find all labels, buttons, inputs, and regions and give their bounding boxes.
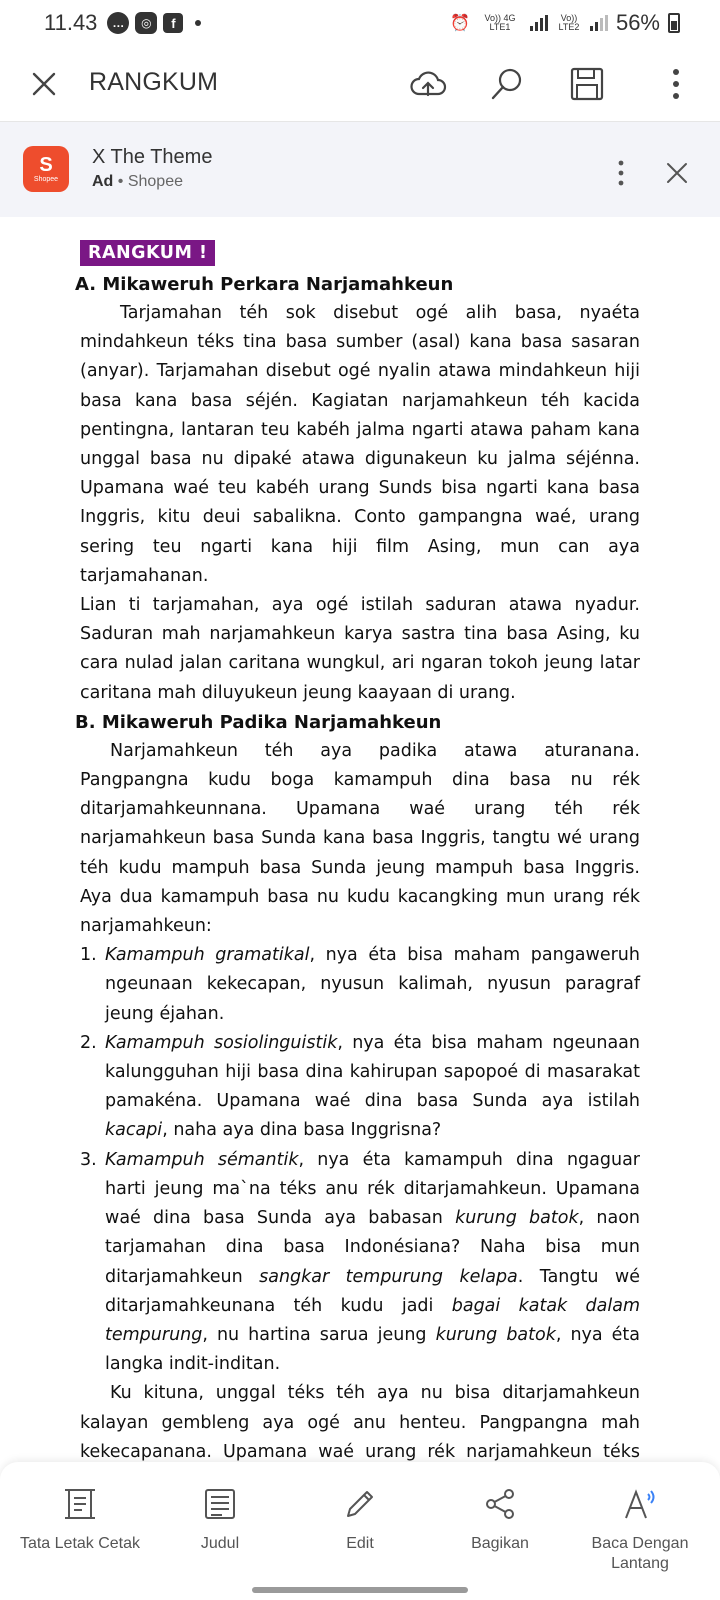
top-app-bar: [0, 46, 720, 122]
read-aloud-icon: [620, 1486, 660, 1522]
message-icon: …: [107, 12, 129, 34]
paragraph-a2: Lian ti tarjamahan, aya ogé istilah saduran atawa nyadur. Saduran mah narjamahkeun karya sastra tina basa Asing, ku cara nulad jalan caritana wungkul, ari ngaran tokoh jeung latar caritana mah diluyukeun jeung kaayaan di urang.: [80, 595, 640, 703]
list-item: 3. Kamampuh sémantik, nya éta kamampuh dina ngaguar harti jeung ma`na téks anu rék ditarjamahkeun. Upamana waé dina basa Sunda aya babasan kurung batok, naon tarjamahan dina basa Indonésiana? Naha bisa mun ditarjamahkeun sangkar tempurung kelapa. Tangtu wé ditarjamahkeunana téh kudu jadi bagai katak dalam tempurung, nu hartina sarua jeung kurung batok, nya éta langka indit-inditan.: [80, 1149, 640, 1375]
title-badge: RANGKUM !: [80, 240, 215, 266]
paragraph-a1: Tarjamahan téh sok disebut ogé alih basa, nyaéta mindahkeun téks tina basa sumber (asal) kana basa sasaran (anyar). Tarjamahan disebut ogé nyalin atawa mindahkeun hiji basa kana basa séjén. Kagiatan narjamahkeun téh kacida pentingna, lantaran teu kabéh jalma ngarti atawa paham kana unggal basa nu dipaké atawa digunakeun ku jalma séjénna. Upamana waé teu kabéh urang Sunds bisa ngarti kana basa Inggris, kitu deui sabalikna. Conto gampangna waé, urang sering teu ngarti kana hiji film Asing, mun can aya tarjamahanan.: [80, 303, 640, 586]
list-item: 2. Kamampuh sosiolinguistik, nya éta bisa maham ngeunaan kalungguhan hiji basa dina kahirupan sapopoé di masarakat pamakéna. Upamana waé dina basa Sunda aya istilah kacapi, naha aya dina basa Inggrisna?: [80, 1032, 640, 1141]
bottom-toolbar: [0, 1462, 720, 1600]
network-sim2: Vo)) LTE2: [558, 13, 580, 32]
headings-label: Judul: [200, 1535, 240, 1552]
document-body: [75, 240, 640, 1525]
cloud-upload-icon[interactable]: [408, 64, 448, 104]
edit-label: Edit: [346, 1535, 374, 1552]
status-bar: [0, 0, 720, 46]
ad-label: Ad: [92, 173, 114, 190]
more-options-icon[interactable]: [656, 64, 696, 104]
list-item: 1. Kamampuh gramatikal, nya éta bisa maham pangaweruh ngeunaan kekecapan, nyusun kalimah, nyusun paragraf jeung éjahan.: [80, 945, 640, 1024]
read-aloud-label: Baca Dengan Lantang: [591, 1535, 689, 1572]
notification-icons: [107, 12, 201, 34]
ad-more-icon[interactable]: [610, 158, 632, 188]
ability-list: [80, 941, 640, 1379]
read-aloud-button[interactable]: [570, 1486, 710, 1574]
battery-icon: [668, 13, 680, 33]
save-icon[interactable]: [567, 64, 607, 104]
instagram-icon: ◎: [135, 12, 157, 34]
edit-button[interactable]: [290, 1486, 430, 1554]
pencil-icon: [342, 1486, 378, 1522]
paragraph-b2: Ku kituna, unggal téks téh aya nu bisa ditarjamahkeun kalayan gembleng aya ogé anu henteu. Pangpangna mah kekecapanana. Upamana waé urang rék narjamahkeun téks: [80, 1383, 640, 1462]
status-time: 11.43: [44, 10, 98, 35]
headings-icon: [202, 1486, 238, 1522]
network-sim1: Vo)) 4G LTE1: [484, 13, 516, 32]
print-layout-label: Tata Letak Cetak: [19, 1535, 141, 1552]
close-icon[interactable]: [26, 66, 62, 102]
ad-banner[interactable]: [0, 122, 720, 217]
heading-a: A. Mikaweruh Perkara Narjamahkeun: [75, 274, 454, 295]
shopee-logo: [23, 146, 69, 192]
headings-button[interactable]: [150, 1486, 290, 1554]
shopee-bag-icon: S: [39, 153, 53, 176]
facebook-icon: f: [163, 13, 183, 33]
shopee-logo-label: Shopee: [33, 175, 59, 183]
ad-advertiser: • Shopee: [117, 173, 183, 190]
battery-percent: 56%: [615, 10, 660, 35]
more-notifications-icon: [195, 20, 201, 26]
signal-icon-2: [590, 15, 608, 31]
share-button[interactable]: [430, 1486, 570, 1554]
share-icon: [482, 1486, 518, 1522]
ad-close-icon[interactable]: [664, 160, 690, 186]
status-right: [450, 0, 680, 46]
home-indicator[interactable]: [252, 1587, 468, 1593]
ad-title[interactable]: X The Theme: [92, 146, 213, 168]
search-icon[interactable]: [487, 64, 527, 104]
heading-b: B. Mikaweruh Padika Narjamahkeun: [75, 711, 442, 733]
alarm-icon: ⏰: [450, 15, 470, 32]
paragraph-b1: Narjamahkeun téh aya padika atawa aturanana. Pangpangna kudu boga kamampuh dina basa nu rék ditarjamahkeunnana. Upamana waé urang téh rék narjamahkeun basa Sunda kana basa Inggris, tangtu wé urang téh kudu mampuh basa Sunda jeung mampuh basa Inggris. Aya dua kamampuh basa nu kudu kacangking mun urang rék narjamahkeun:: [80, 740, 640, 937]
share-label: Bagikan: [471, 1535, 529, 1552]
ad-subtitle: [92, 173, 183, 191]
signal-icon: [530, 15, 548, 31]
print-layout-button[interactable]: [10, 1486, 150, 1554]
print-layout-icon: [62, 1486, 98, 1522]
document-title: RANGKUM: [89, 68, 219, 96]
